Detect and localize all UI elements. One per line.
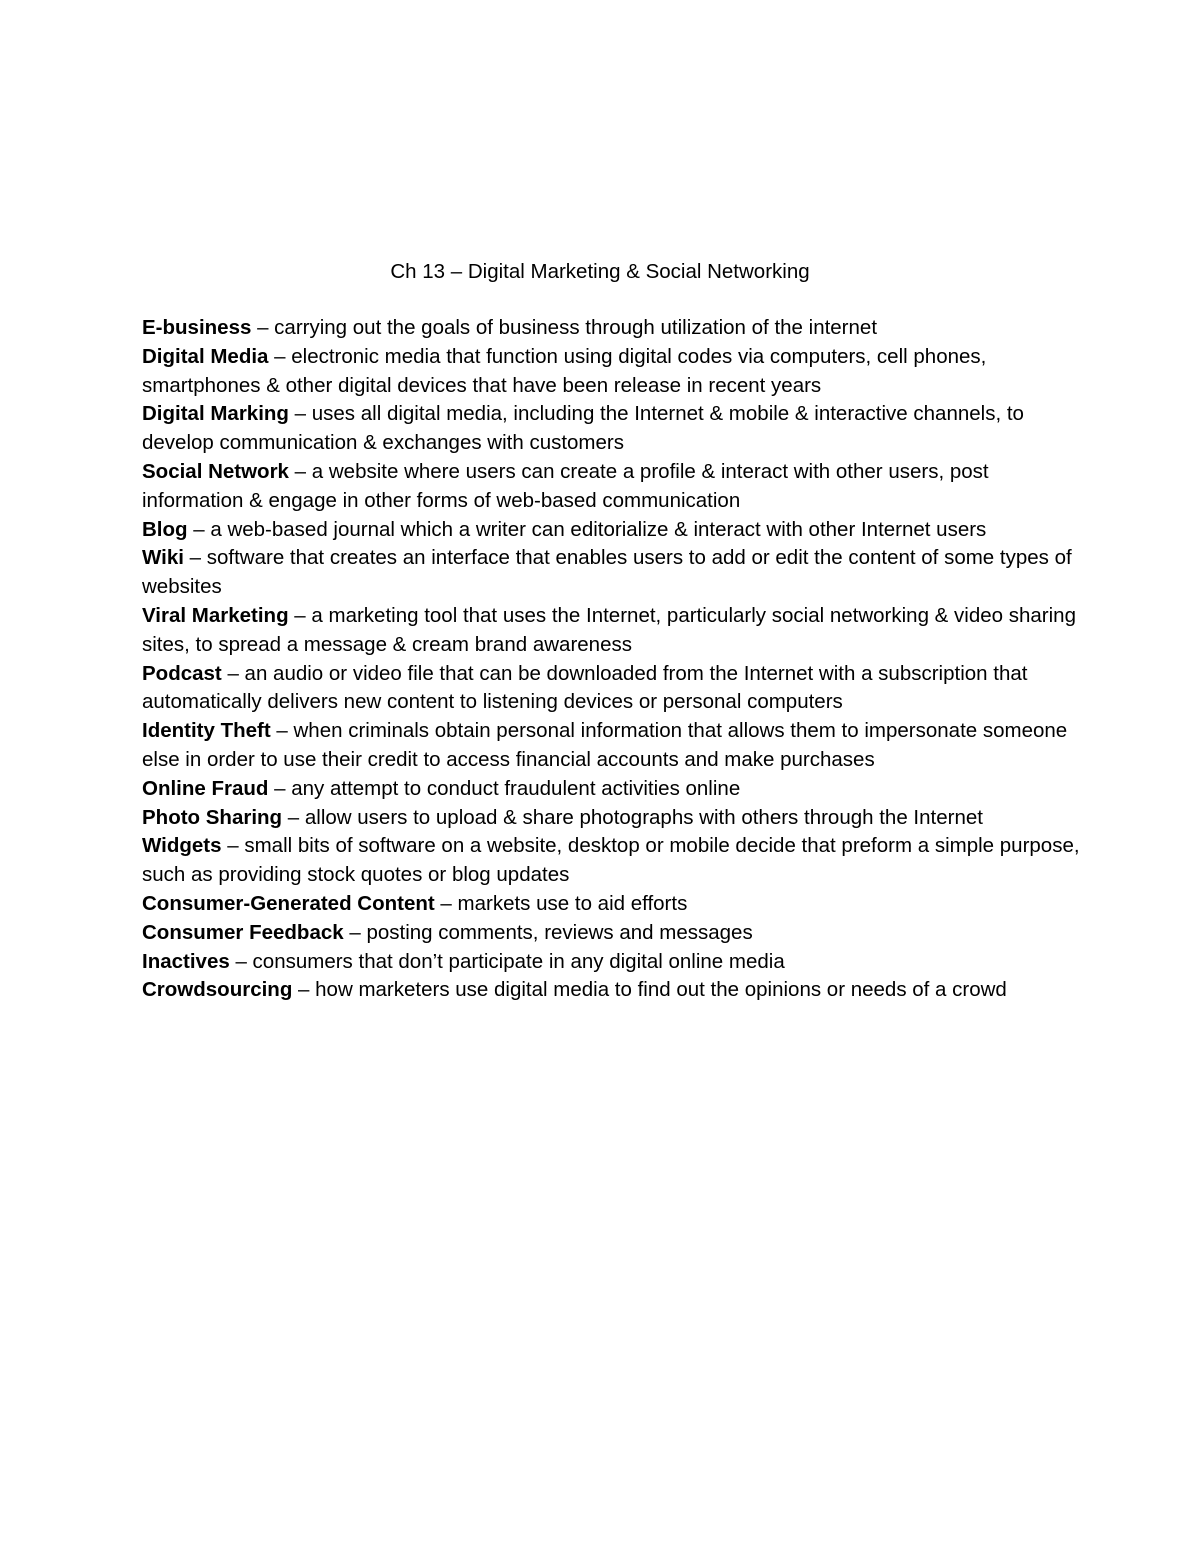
glossary-entry: [142, 919, 1087, 948]
glossary-entry: [142, 717, 1087, 775]
term-name: Viral Marketing: [142, 603, 289, 627]
term-separator: –: [229, 949, 253, 973]
term-name: Social Network: [142, 459, 289, 483]
glossary-entry: [142, 343, 1087, 401]
term-definition: an audio or video file that can be downloaded from the Internet with a subscription that automatically delivers new content to listening devices or personal computers: [142, 661, 1028, 714]
term-definition: markets use to aid efforts: [457, 891, 688, 915]
glossary-entry: [142, 458, 1087, 516]
term-separator: –: [268, 344, 292, 368]
term-separator: –: [282, 805, 305, 829]
term-separator: –: [268, 776, 292, 800]
term-definition: uses all digital media, including the Internet & mobile & interactive channels, to develop communication & exchanges with customers: [142, 402, 1024, 455]
term-separator: –: [288, 603, 312, 627]
term-name: Inactives: [142, 949, 230, 973]
term-name: Blog: [142, 517, 188, 541]
term-separator: –: [292, 978, 316, 1002]
term-name: Wiki: [142, 546, 184, 570]
term-name: Consumer Feedback: [142, 920, 344, 944]
glossary-entry: [142, 544, 1087, 602]
term-name: Crowdsourcing: [142, 978, 293, 1002]
term-name: Online Fraud: [142, 776, 269, 800]
glossary-entry: [142, 775, 1087, 804]
term-definition: posting comments, reviews and messages: [366, 920, 753, 944]
term-name: Photo Sharing: [142, 805, 283, 829]
term-name: Digital Media: [142, 344, 269, 368]
term-definition: electronic media that function using digital codes via computers, cell phones, smartphones & other digital devices that have been release in recent years: [142, 344, 987, 397]
term-list: [142, 314, 1087, 1005]
document-title: Ch 13 – Digital Marketing & Social Networking: [390, 260, 810, 283]
term-separator: –: [270, 719, 294, 743]
glossary-entry: [142, 948, 1087, 977]
glossary-entry: [142, 976, 1087, 1005]
term-name: Identity Theft: [142, 719, 271, 743]
glossary-entry: [142, 832, 1087, 890]
term-definition: a website where users can create a profile & interact with other users, post information & engage in other forms of web-based communication: [142, 459, 989, 512]
term-separator: –: [343, 920, 367, 944]
term-separator: –: [288, 402, 312, 426]
glossary-entry: [142, 516, 1087, 545]
term-separator: –: [434, 891, 458, 915]
glossary-entry: [142, 890, 1087, 919]
term-separator: –: [221, 834, 245, 858]
glossary-entry: [142, 804, 1087, 833]
term-definition: allow users to upload & share photographs with others through the Internet: [304, 805, 983, 829]
glossary-entry: [142, 400, 1087, 458]
term-name: Widgets: [142, 834, 222, 858]
term-definition: when criminals obtain personal information that allows them to impersonate someone else in order to use their credit to access financial accounts and make purchases: [142, 719, 1068, 771]
term-definition: a marketing tool that uses the Internet, particularly social networking & video sharing sites, to spread a message & cream brand awareness: [142, 603, 1076, 656]
term-definition: any attempt to conduct fraudulent activities online: [291, 776, 741, 800]
term-separator: –: [183, 546, 207, 570]
term-definition: how marketers use digital media to find out the opinions or needs of a crowd: [315, 978, 1007, 1002]
glossary-entry: [142, 602, 1087, 660]
term-definition: small bits of software on a website, desktop or mobile decide that preform a simple purpose, such as providing stock quotes or blog updates: [142, 834, 1080, 887]
term-separator: –: [288, 459, 312, 483]
term-separator: –: [221, 661, 245, 685]
term-name: E-business: [142, 316, 252, 339]
term-definition: a web-based journal which a writer can editorialize & interact with other Internet users: [210, 517, 987, 541]
term-separator: –: [251, 316, 275, 339]
glossary-entry: [142, 314, 1087, 343]
term-definition: software that creates an interface that enables users to add or edit the content of some types of websites: [142, 546, 1072, 599]
term-definition: carrying out the goals of business through utilization of the internet: [274, 316, 878, 339]
term-name: Podcast: [142, 661, 222, 685]
term-name: Consumer-Generated Content: [142, 891, 435, 915]
glossary-entry: [142, 660, 1087, 718]
term-separator: –: [187, 517, 211, 541]
term-name: Digital Marking: [142, 402, 289, 426]
term-definition: consumers that don’t participate in any digital online media: [252, 949, 785, 973]
